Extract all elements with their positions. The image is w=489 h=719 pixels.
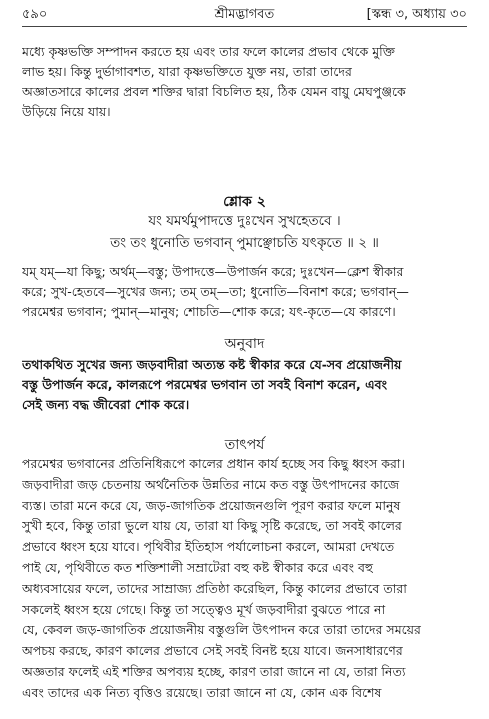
intro-paragraph (22, 42, 467, 122)
purport-line: প্রভাবে ধ্বংস হয়ে যাবে। পৃথিবীর ইতিহাস পর্যালোচনা করলে, আমরা দেখতে (22, 539, 395, 555)
translation-paragraph (22, 355, 467, 415)
purport-line: যে, কেবল জড়-জাগতিক প্রয়োজনীয় বস্তুগুলি উৎপাদন করে তারা তাদের সময়ের (22, 622, 421, 638)
intro-line: উড়িয়ে নিয়ে যায়। (22, 104, 111, 119)
purport-line: সুখী হবে, কিন্তু তারা ভুলে যায় যে, তারা যা কিছু সৃষ্টি করেছে, তা সবই কালের (22, 518, 402, 534)
verse-line: যং যমর্থমুপাদত্তে দুঃখেন সুখহেতবে । (148, 213, 341, 229)
purport-line: পাই যে, পৃথিবীতে কত শক্তিশালী সম্রাটেরা বহু কষ্ট স্বীকার করে এবং বহু (22, 559, 373, 575)
translation-line: তথাকথিত সুখের জন্য জড়বাদীরা অত্যন্ত কষ্ট স্বীকার করে যে-সব প্রয়োজনীয় (22, 357, 402, 372)
translation-heading: অনুবাদ (224, 336, 265, 352)
intro-line: লাভ হয়। কিন্তু দুর্ভাগাবশত, যারা কৃষ্ণভক্তিতে যুক্ত নয়, তারা তাদের (22, 64, 352, 79)
synonyms-paragraph (22, 262, 467, 322)
purport-heading: তাৎপর্য (224, 437, 265, 453)
translation-line: বস্তু উপার্জন করে, কালরূপে পরমেশ্বর ভগবান তা সবই বিনাশ করেন, এবং (22, 377, 387, 392)
purport-line: ব্যস্ত। তারা মনে করে যে, জড়-জাগতিক প্রয়োজনগুলি পূরণ করার ফলে মানুষ (22, 497, 401, 513)
purport-line: এবং তাদের এক নিত্য বৃত্তিও রয়েছে। তারা জানে না যে, কোন এক বিশেষ (22, 684, 382, 700)
synonyms-line: পরমেশ্বর ভগবান; পুমান্—মানুষ; শোচতি—শোক করে; যৎ-কৃতে—যে কারণে। (22, 304, 396, 319)
purport-paragraph (22, 454, 467, 704)
purport-line: অধ্যবসায়ের ফলে, তাদের সাম্রাজ্য প্রতিষ্ঠা করেছিল, কিন্তু কালের প্রভাবে তারা (22, 580, 407, 596)
synonyms-line: যম্ যম্—যা কিছু; অর্থম্—বস্তু; উপাদত্তে—উপার্জন করে; দুঃখেন—ক্লেশ স্বীকার (22, 264, 404, 279)
synonyms-line: করে; সুখ-হেতবে—সুখের জন্য; তম্ তম্—তা; ধুনোতি—বিনাশ করে; ভগবান্— (22, 284, 409, 299)
sloka-heading: শ্লোক ২ (223, 194, 266, 210)
verse-line: তং তং ধুনোতি ভগবান্ পুমাঞ্ছোচতি যৎকৃতে ॥ ২ ॥ (110, 235, 379, 251)
purport-line: অপচয় করছে, কারণ কালের প্রভাবে সেই সবই বিনষ্ট হয়ে যাবে। জনসাধারণের (22, 643, 403, 659)
book-title: শ্রীমদ্ভাগবত (214, 7, 275, 22)
purport-line: জড়বাদীরা জড় চেতনায় অর্থনৈতিক উন্নতির নামে কত বস্তু উৎপাদনের কাজে (22, 476, 400, 492)
page-header (22, 4, 467, 27)
purport-line: পরমেশ্বর ভগবানের প্রতিনিধিরূপে কালের প্রধান কার্য হচ্ছে সব কিছু ধ্বংস করা। (22, 456, 406, 471)
translation-line: সেই জন্য বদ্ধ জীবেরা শোক করে। (22, 397, 190, 412)
page-number: ৫৯০ (22, 7, 48, 22)
intro-line: অজ্ঞাতসারে কালের প্রবল শক্তির দ্বারা বিচলিত হয়, ঠিক যেমন বায়ু মেঘপুঞ্জকে (22, 84, 406, 99)
chapter-reference: [স্কন্ধ ৩, অধ্যায় ৩০ (366, 7, 467, 22)
intro-line: মধ্যে কৃষ্ণভক্তি সম্পাদন করতে হয় এবং তার ফলে কালের প্রভাব থেকে মুক্তি (22, 44, 395, 59)
purport-line: অজ্ঞতার ফলেই এই শক্তির অপব্যয় হচ্ছে, কারণ তারা জানে না যে, তারা নিত্য (22, 663, 406, 679)
sloka-verse (22, 210, 467, 254)
purport-line: সকলেই ধ্বংস হয়ে গেছে। কিন্তু তা সত্ত্বেও মূর্খ জড়বাদীরা বুঝতে পারে না (22, 601, 386, 617)
